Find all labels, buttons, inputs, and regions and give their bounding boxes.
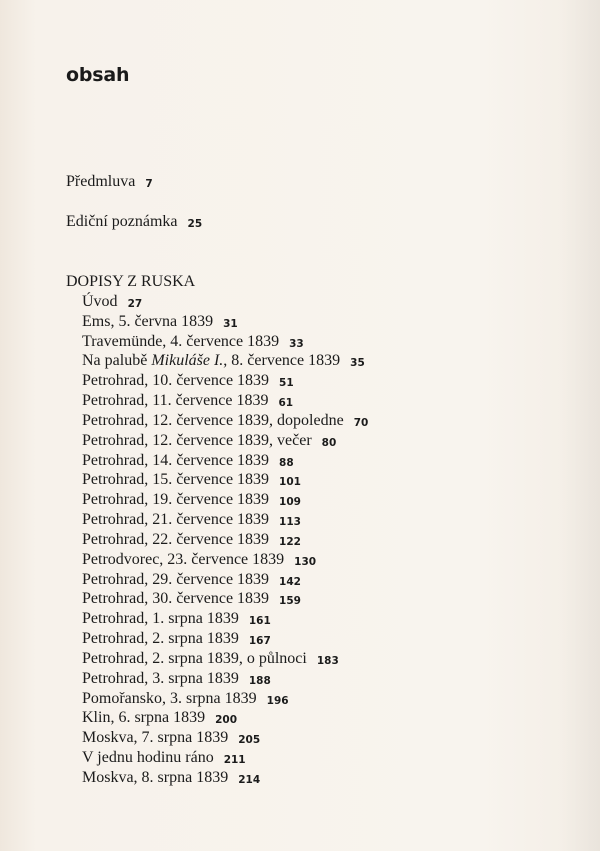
toc-entry: Ems, 5. června 1839 31 <box>82 312 238 330</box>
toc-entry-page: 101 <box>279 476 301 489</box>
toc-entry: Petrodvorec, 23. července 1839 130 <box>82 550 317 568</box>
toc-entry-page: 196 <box>266 694 289 707</box>
toc-entry-label: Předmluva <box>66 173 136 190</box>
toc-entry: Petrohrad, 12. července 1839, večer 80 <box>82 431 337 449</box>
toc-entry-page: 61 <box>278 397 294 410</box>
toc-entry-page: 7 <box>145 178 153 190</box>
toc-entry-page: 88 <box>279 456 294 469</box>
toc-entry-page: 70 <box>353 416 369 429</box>
toc-entry: Moskva, 8. srpna 1839 214 <box>82 768 261 786</box>
toc-entry-page: 142 <box>279 575 301 588</box>
toc-entry-label: Ediční poznámka <box>66 213 178 230</box>
toc-letters-list <box>82 292 368 788</box>
ship-name: Mikuláše I. <box>151 352 224 370</box>
toc-entry-page: 109 <box>279 496 301 509</box>
toc-entry-page: 35 <box>350 357 365 370</box>
toc-entry-page: 211 <box>223 754 246 767</box>
toc-entry: Petrohrad, 2. srpna 1839 167 <box>82 630 271 648</box>
toc-entry: Petrohrad, 12. července 1839, dopoledne 70 <box>82 411 369 429</box>
toc-entry-preface <box>66 172 153 193</box>
toc-entry-page: 31 <box>223 317 238 330</box>
toc-entry: Klin, 6. srpna 1839 200 <box>82 709 238 727</box>
toc-entry-page: 188 <box>248 674 271 687</box>
toc-entry-editorial-note <box>66 212 202 233</box>
toc-entry: Na palubě Mikuláše I., 8. července 1839 35 <box>82 352 365 370</box>
section-heading: DOPISY Z RUSKA <box>66 273 196 290</box>
toc-entry-page: 167 <box>248 635 271 648</box>
toc-entry: Petrohrad, 30. července 1839 159 <box>82 590 301 608</box>
toc-entry: Pomořansko, 3. srpna 1839 196 <box>82 689 289 707</box>
toc-entry-page: 122 <box>279 535 301 548</box>
toc-entry: Petrohrad, 2. srpna 1839, o půlnoci 183 <box>82 649 339 667</box>
page-title: obsah <box>66 64 130 86</box>
toc-entry: Petrohrad, 11. července 1839 61 <box>82 392 294 410</box>
toc-entry-page: 80 <box>321 436 337 449</box>
toc-entry: Petrohrad, 21. července 1839 113 <box>82 511 301 529</box>
toc-entry: Travemünde, 4. července 1839 33 <box>82 332 304 350</box>
toc-entry-page: 200 <box>215 714 238 727</box>
toc-entry-page: 51 <box>279 377 294 390</box>
toc-entry-page: 113 <box>279 516 301 529</box>
toc-entry: Petrohrad, 19. července 1839 109 <box>82 491 301 509</box>
toc-entry-page: 159 <box>279 595 301 608</box>
toc-entry-page: 161 <box>248 615 271 628</box>
toc-entry: Petrohrad, 10. července 1839 51 <box>82 372 294 390</box>
toc-entry-page: 130 <box>294 555 317 568</box>
toc-entry: Petrohrad, 14. července 1839 88 <box>82 451 294 469</box>
toc-entry: Úvod 27 <box>82 293 143 310</box>
toc-entry: Petrohrad, 1. srpna 1839 161 <box>82 610 271 628</box>
toc-entry-page: 33 <box>289 337 304 350</box>
toc-entry: Moskva, 7. srpna 1839 205 <box>82 729 261 747</box>
toc-entry: Petrohrad, 3. srpna 1839 188 <box>82 669 271 687</box>
toc-entry-page: 205 <box>238 734 261 747</box>
toc-entry-page: 25 <box>187 218 203 230</box>
toc-entry: Petrohrad, 22. července 1839 122 <box>82 530 301 548</box>
toc-entry-page: 183 <box>316 654 339 667</box>
page-edge-shadow <box>560 0 600 851</box>
toc-entry: Petrohrad, 29. července 1839 142 <box>82 570 301 588</box>
toc-entry: Petrohrad, 15. července 1839 101 <box>82 471 301 489</box>
toc-entry-page: 27 <box>127 298 143 310</box>
toc-entry-page: 214 <box>238 773 261 786</box>
toc-entry: V jednu hodinu ráno 211 <box>82 749 246 767</box>
